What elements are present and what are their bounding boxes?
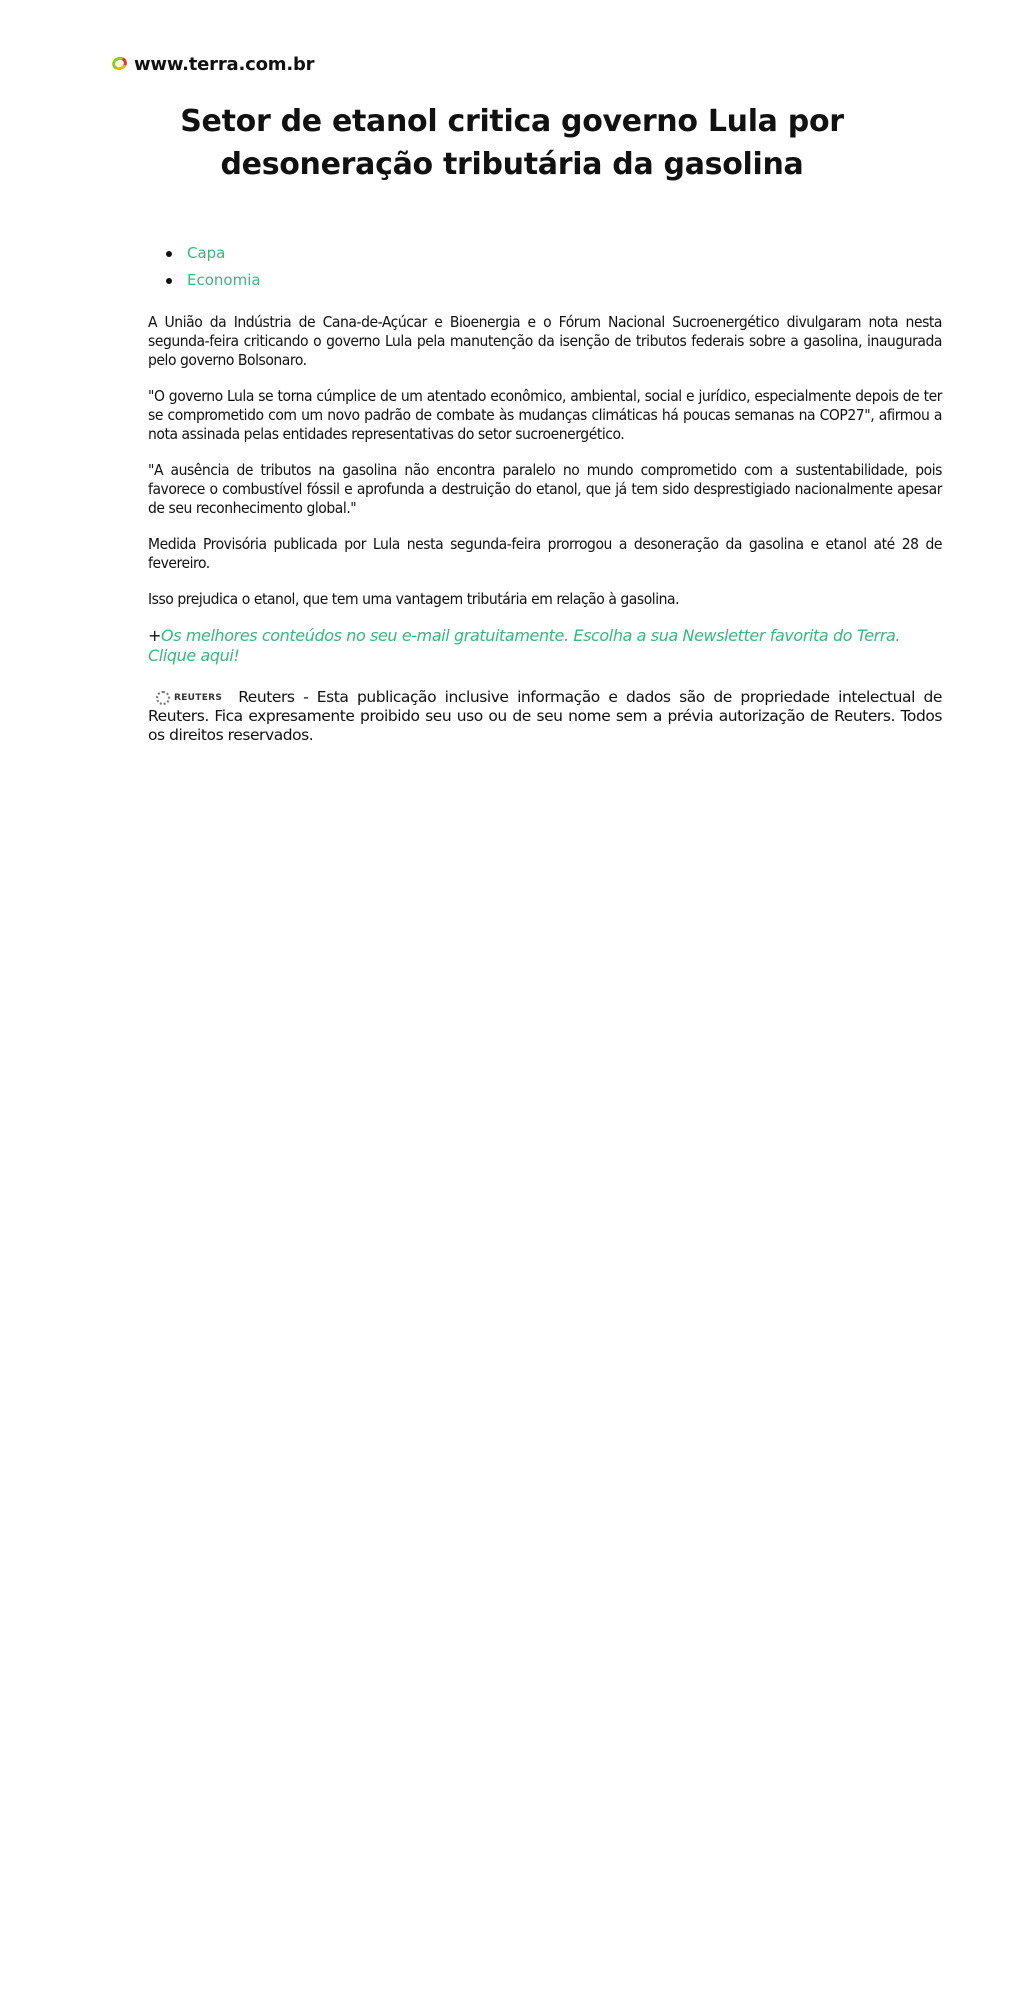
article-paragraph: Isso prejudica o etanol, que tem uma vantagem tributária em relação à gasolina. — [148, 590, 680, 608]
reuters-logo — [156, 690, 222, 706]
article-paragraph: A União da Indústria de Cana-de-Açúcar e Bioenergia e o Fórum Nacional Sucroenergético divulgaram nota nesta segunda-feira criticando o governo Lula pela manutenção da isenção de tributos federais sobre a gasolina, inaugurada pelo governo Bolsonaro. — [148, 313, 942, 369]
site-header — [112, 52, 1024, 76]
breadcrumb-item-capa — [166, 240, 942, 267]
article-title: Setor de etanol critica governo Lula por desoneração tributária da gasolina — [180, 104, 844, 182]
newsletter-link[interactable]: Os melhores conteúdos no seu e-mail gratuitamente. Escolha a sua Newsletter favorita do Terra. Clique aqui! — [148, 626, 901, 665]
article-paragraph: "O governo Lula se torna cúmplice de um atentado econômico, ambiental, social e jurídico, especialmente depois de ter se comprometido com um novo padrão de combate às mudanças climáticas há poucas semanas na COP27", afirmou a nota assinada pelas entidades representativas do setor sucroenergético. — [148, 387, 942, 443]
reuters-credit-text: Reuters - Esta publicação inclusive informação e dados são de propriedade intelectual de Reuters. Fica expresamente proibido seu uso ou de seu nome sem a prévia autorização de Reuters. Todos os direitos reservados. — [148, 688, 942, 744]
breadcrumb — [166, 240, 942, 294]
terra-logo-ring — [110, 55, 129, 72]
breadcrumb-link-capa[interactable]: Capa — [187, 244, 226, 262]
newsletter-promo — [148, 626, 942, 666]
reuters-credit — [148, 688, 942, 745]
site-url[interactable]: www.terra.com.br — [134, 53, 315, 75]
reuters-mark-icon — [156, 691, 170, 705]
breadcrumb-link-economia[interactable]: Economia — [187, 271, 261, 289]
breadcrumb-item-economia — [166, 267, 942, 294]
article-body — [148, 240, 942, 745]
article-paragraph: "A ausência de tributos na gasolina não encontra paralelo no mundo comprometido com a sustentabilidade, pois favorece o combustível fóssil e aprofunda a destruição do etanol, que já tem sido desprestigiado nacionalmente apesar de seu reconhecimento global." — [148, 461, 942, 517]
newsletter-plus: + — [148, 626, 162, 645]
terra-logo-icon[interactable] — [112, 57, 128, 71]
article-paragraph: Medida Provisória publicada por Lula nesta segunda-feira prorrogou a desoneração da gasolina e etanol até 28 de fevereiro. — [148, 535, 942, 572]
reuters-logo-text: REUTERS — [174, 692, 223, 703]
